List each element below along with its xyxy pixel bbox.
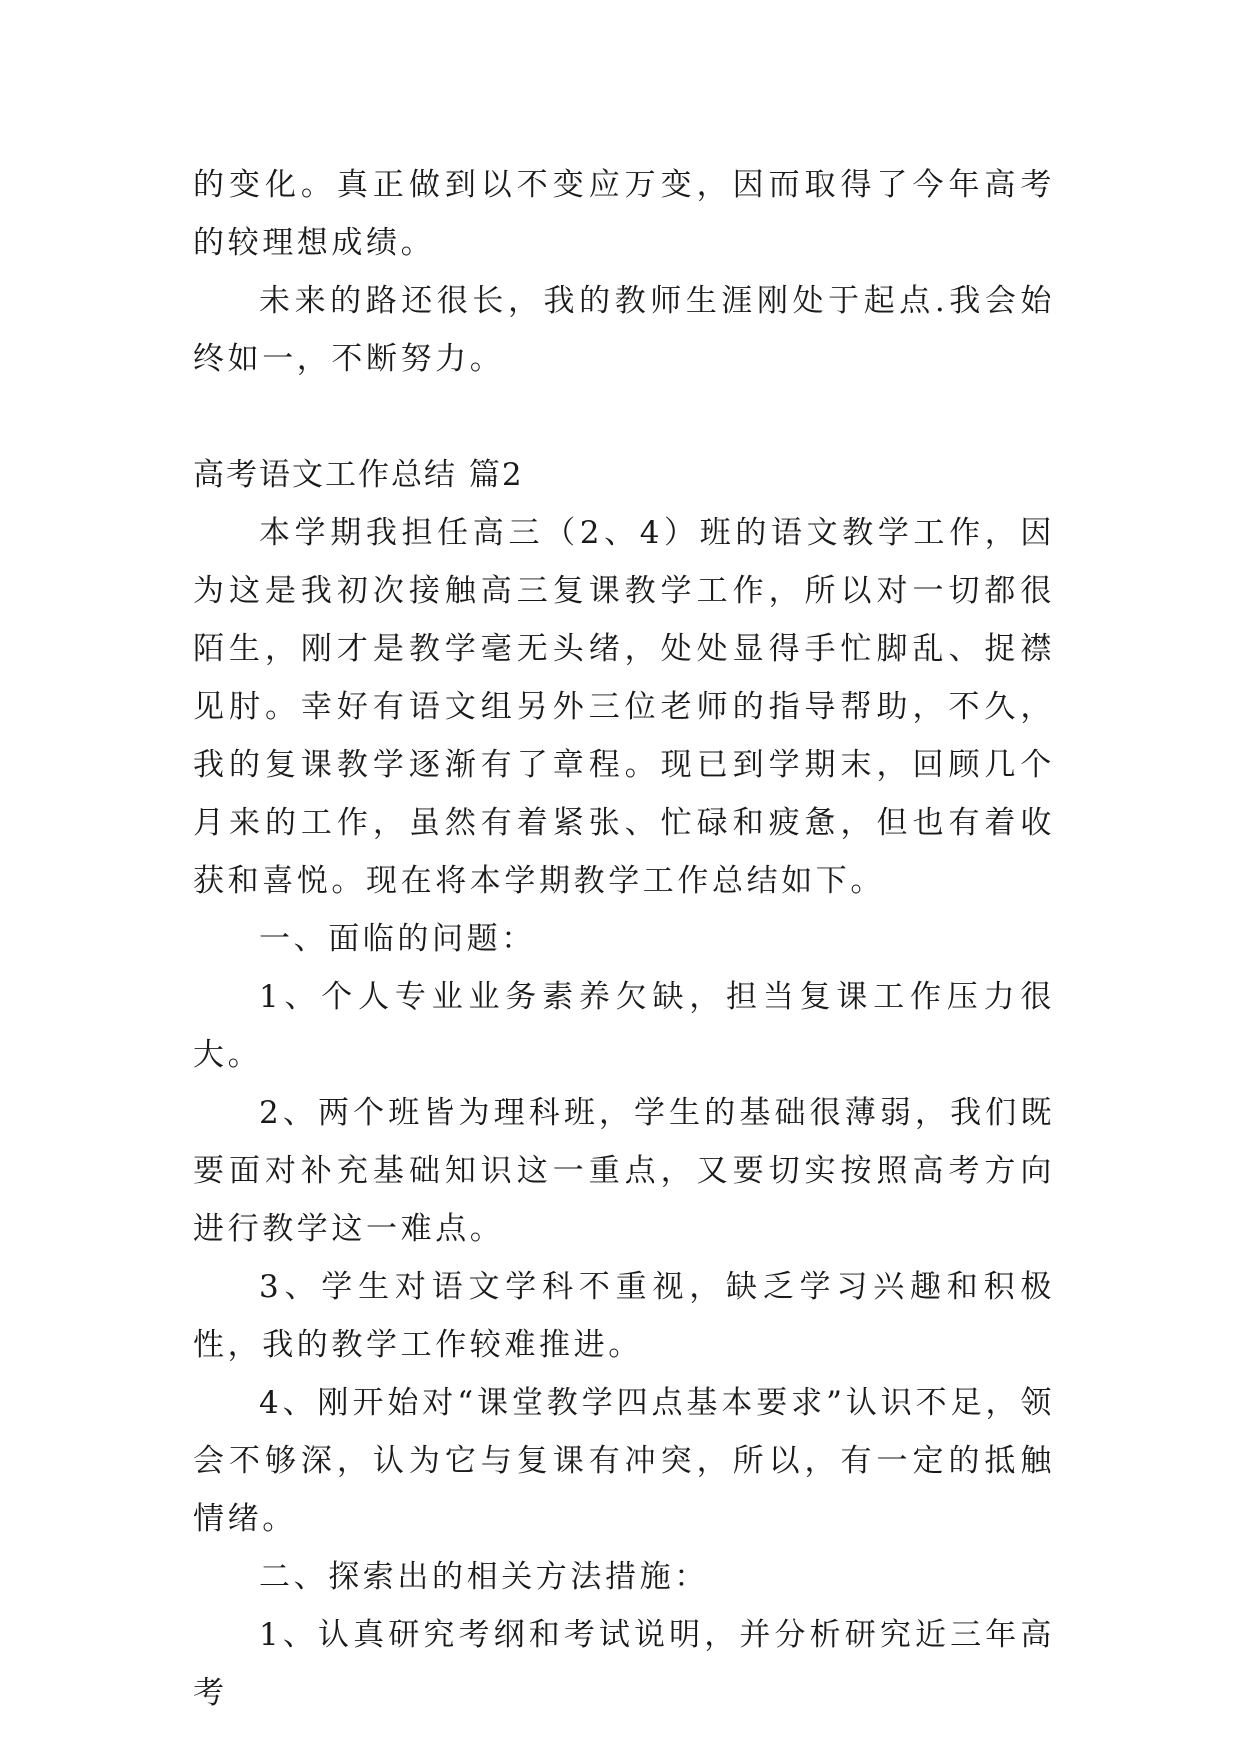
subheading-problems: 一、面临的问题： — [259, 921, 536, 957]
list-item: 4、刚开始对“课堂教学四点基本要求”认识不足，领会不够深，认为它与复课有冲突，所以，有一定的抵触情绪。 — [193, 1385, 1055, 1537]
list-item: 3、学生对语文学科不重视，缺乏学习兴趣和积极性，我的教学工作较难推进。 — [193, 1269, 1055, 1363]
document-body — [193, 156, 1055, 1722]
subheading-measures: 二、探索出的相关方法措施： — [259, 1559, 709, 1595]
paragraph-continuation: 的变化。真正做到以不变应万变，因而取得了今年高考的较理想成绩。 — [193, 167, 1055, 261]
paragraph-intro: 本学期我担任高三（2、4）班的语文教学工作，因为这是我初次接触高三复课教学工作，所以对一切都很陌生，刚才是教学毫无头绪，处处显得手忙脚乱、捉襟见肘。幸好有语文组另外三位老师的指导帮助，不久，我的复课教学逐渐有了章程。现已到学期末，回顾几个月来的工作，虽然有着紧张、忙碌和疲惫，但也有着收获和喜悦。现在将本学期教学工作总结如下。 — [193, 515, 1055, 899]
list-item: 1、认真研究考纲和考试说明，并分析研究近三年高考 — [193, 1617, 1055, 1711]
section-heading: 高考语文工作总结 篇2 — [193, 457, 524, 493]
list-item: 2、两个班皆为理科班，学生的基础很薄弱，我们既要面对补充基础知识这一重点，又要切实按照高考方向进行教学这一难点。 — [193, 1095, 1055, 1247]
paragraph-closing: 未来的路还很长，我的教师生涯刚处于起点.我会始终如一，不断努力。 — [193, 283, 1055, 377]
list-item: 1、个人专业业务素养欠缺，担当复课工作压力很大。 — [193, 979, 1055, 1073]
